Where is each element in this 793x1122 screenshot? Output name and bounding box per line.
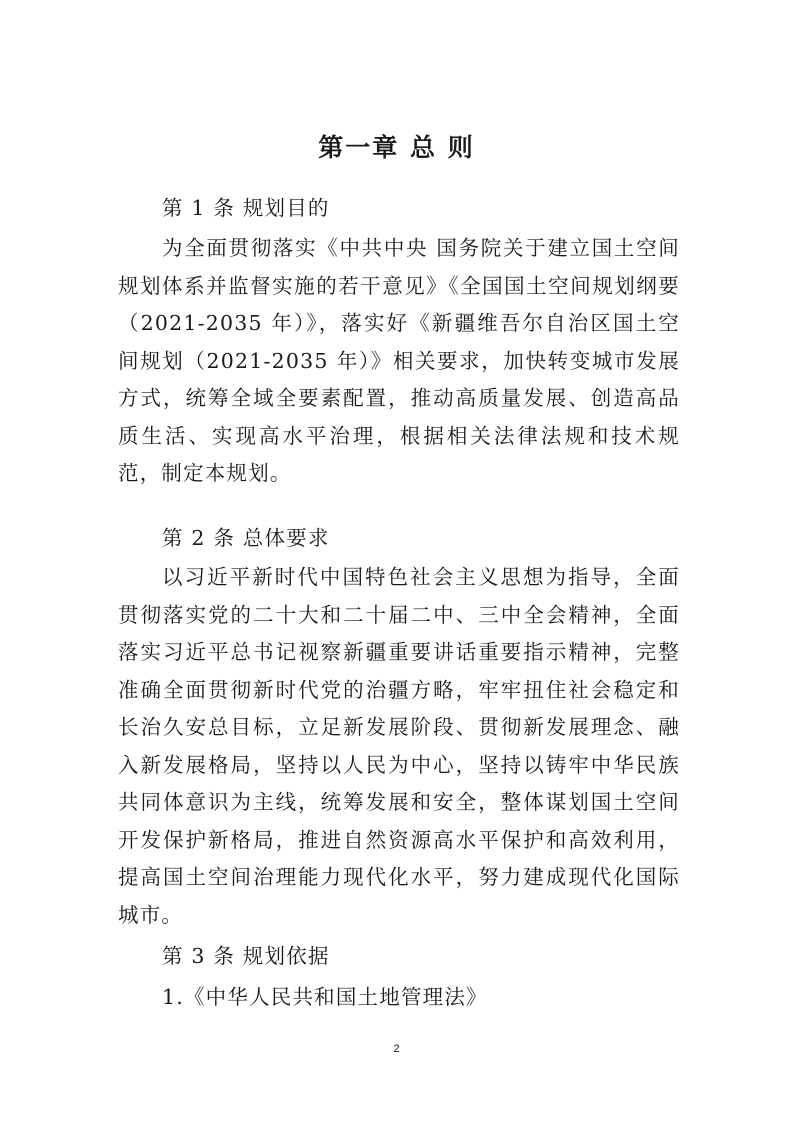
article-2-heading: 第 2 条 总体要求 [162,526,330,550]
article-2-body-block [118,559,680,934]
article-2 [118,520,680,558]
article-3-heading: 第 3 条 规划依据 [162,944,330,968]
article-3-item-block [118,979,680,1017]
article-1 [118,190,680,228]
article-3 [118,938,680,976]
article-1-body: 为全面贯彻落实《中共中央 国务院关于建立国土空间规划体系并监督实施的若干意见》《全国国土空间规划纲要（2021-2035 年）》，落实好《新疆维吾尔自治区国土空间规划（2021-2035 年）》相关要求，加快转变城市发展方式，统筹全域全要素配置，推动高质量发展、创造高品质生活、实现高水平治理，根据相关法律法规和技术规范，制定本规划。 [118,236,680,485]
page-number: 2 [393,1043,400,1055]
chapter-title: 第一章 总 则 [318,133,475,162]
article-3-item-1: 1.《中华人民共和国土地管理法》 [162,985,488,1009]
article-1-heading: 第 1 条 规划目的 [162,196,330,220]
article-1-body-block [118,230,680,493]
article-2-body: 以习近平新时代中国特色社会主义思想为指导，全面贯彻落实党的二十大和二十届二中、三中全会精神，全面落实习近平总书记视察新疆重要讲话重要指示精神，完整准确全面贯彻新时代党的治疆方略，牢牢扭住社会稳定和长治久安总目标，立足新发展阶段、贯彻新发展理念、融入新发展格局，坚持以人民为中心，坚持以铸牢中华民族共同体意识为主线，统筹发展和安全，整体谋划国土空间开发保护新格局，推进自然资源高水平保护和高效利用，提高国土空间治理能力现代化水平，努力建成现代化国际城市。 [118,565,680,927]
